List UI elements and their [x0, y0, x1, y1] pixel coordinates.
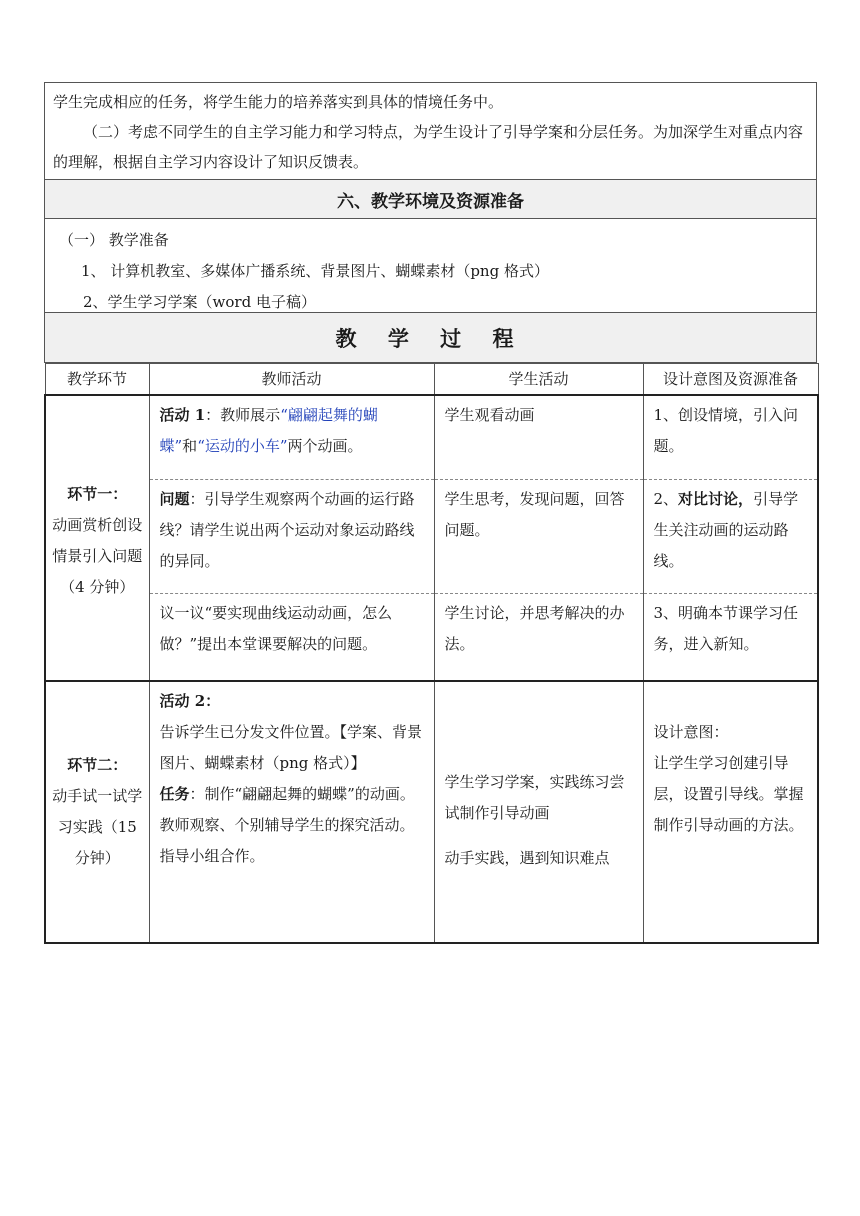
animation-name: “运动的小车” — [197, 437, 288, 455]
activity-text: ：制作“翩翩起舞的蝴蝶”的动画。 — [189, 785, 415, 803]
activity-text: ：教师展示 — [205, 406, 281, 424]
design-intent — [643, 479, 818, 593]
process-table — [44, 363, 819, 944]
design-intent: 3、明确本节课学习任务，进入新知。 — [643, 593, 818, 681]
student-activity: 学生观看动画 — [434, 395, 643, 479]
activity-text: 指导小组合作。 — [159, 847, 265, 865]
table-header-row — [45, 364, 818, 396]
table-row — [45, 593, 818, 681]
teacher-activity: 议一议“要实现曲线运动动画，怎么做？”提出本堂课要解决的问题。 — [149, 593, 434, 681]
intro-paragraph: （二）考虑不同学生的自主学习能力和学习特点，为学生设计了引导学案和分层任务。为加深学生对重点内容的理解，根据自主学习内容设计了知识反馈表。 — [53, 123, 804, 171]
intent-text: 引导学生关注动画的运动路线。 — [653, 489, 799, 570]
student-text: 动手实践，遇到知识难点 — [444, 848, 610, 867]
column-header: 教师活动 — [149, 364, 434, 396]
intent-text: 让学生学习创建引导层，设置引导线。掌握制作引导动画的方法。 — [653, 754, 804, 834]
activity-label: 活动 2： — [159, 692, 221, 710]
intent-heading: 设计意图： — [653, 723, 729, 741]
student-activity: 学生讨论，并思考解决的办法。 — [434, 593, 643, 681]
intro-block — [44, 82, 817, 179]
table-row — [45, 479, 818, 593]
activity-text: 告诉学生已分发文件位置。【学案、背景图片、蝴蝶素材（png 格式）】 — [159, 723, 423, 772]
activity-label: 问题 — [159, 489, 190, 508]
activity-text: 教师观察、个别辅导学生的探究活动。 — [159, 816, 415, 834]
process-title: 教 学 过 程 — [44, 313, 817, 363]
animation-name: “翩翩起舞的蝴蝶” — [159, 406, 378, 455]
activity-text: ：引导学生观察两个动画的运行路线？请学生说出两个运动对象运动路线的异同。 — [159, 489, 415, 570]
preparation-block — [44, 219, 817, 313]
teacher-activity — [149, 681, 434, 943]
design-intent — [643, 681, 818, 943]
intent-text: 2、 — [653, 489, 679, 508]
design-intent: 1、创设情境，引入问题。 — [643, 395, 818, 479]
activity-label: 活动 1 — [159, 406, 206, 424]
student-activity — [434, 681, 643, 943]
document-page — [44, 82, 817, 944]
table-row — [45, 395, 818, 479]
section-title: 六、教学环境及资源准备 — [44, 179, 817, 219]
task-text — [160, 779, 426, 810]
column-header: 设计意图及资源准备 — [643, 364, 818, 396]
column-header: 学生活动 — [434, 364, 643, 396]
teacher-activity — [149, 479, 434, 593]
stage-label — [45, 395, 149, 681]
column-header: 教学环节 — [45, 364, 149, 396]
student-text: 学生学习学案，实践练习尝试制作引导动画 — [444, 772, 625, 822]
prep-heading: （一） 教学准备 — [59, 231, 169, 249]
activity-text: 和 — [182, 437, 198, 455]
activity-text: 两个动画。 — [287, 437, 363, 455]
intro-line: 学生完成相应的任务，将学生能力的培养落实到具体的情境任务中。 — [53, 93, 504, 111]
table-row — [45, 681, 818, 943]
prep-item: 1、 计算机教室、多媒体广播系统、背景图片、蝴蝶素材（png 格式） — [81, 262, 549, 280]
intent-emphasis: 对比讨论， — [678, 489, 754, 508]
student-activity: 学生思考，发现问题，回答问题。 — [434, 479, 643, 593]
stage-desc: 动手试一试学习实践（15 分钟） — [52, 787, 143, 867]
task-label: 任务 — [159, 785, 190, 803]
stage-title: 环节一： — [67, 485, 128, 503]
prep-item: 2、学生学习学案（word 电子稿） — [83, 293, 316, 311]
stage-title: 环节二： — [67, 756, 128, 774]
stage-label — [45, 681, 149, 943]
teacher-activity — [149, 395, 434, 479]
stage-desc: 动画赏析创设情景引入问题（4 分钟） — [52, 516, 143, 596]
